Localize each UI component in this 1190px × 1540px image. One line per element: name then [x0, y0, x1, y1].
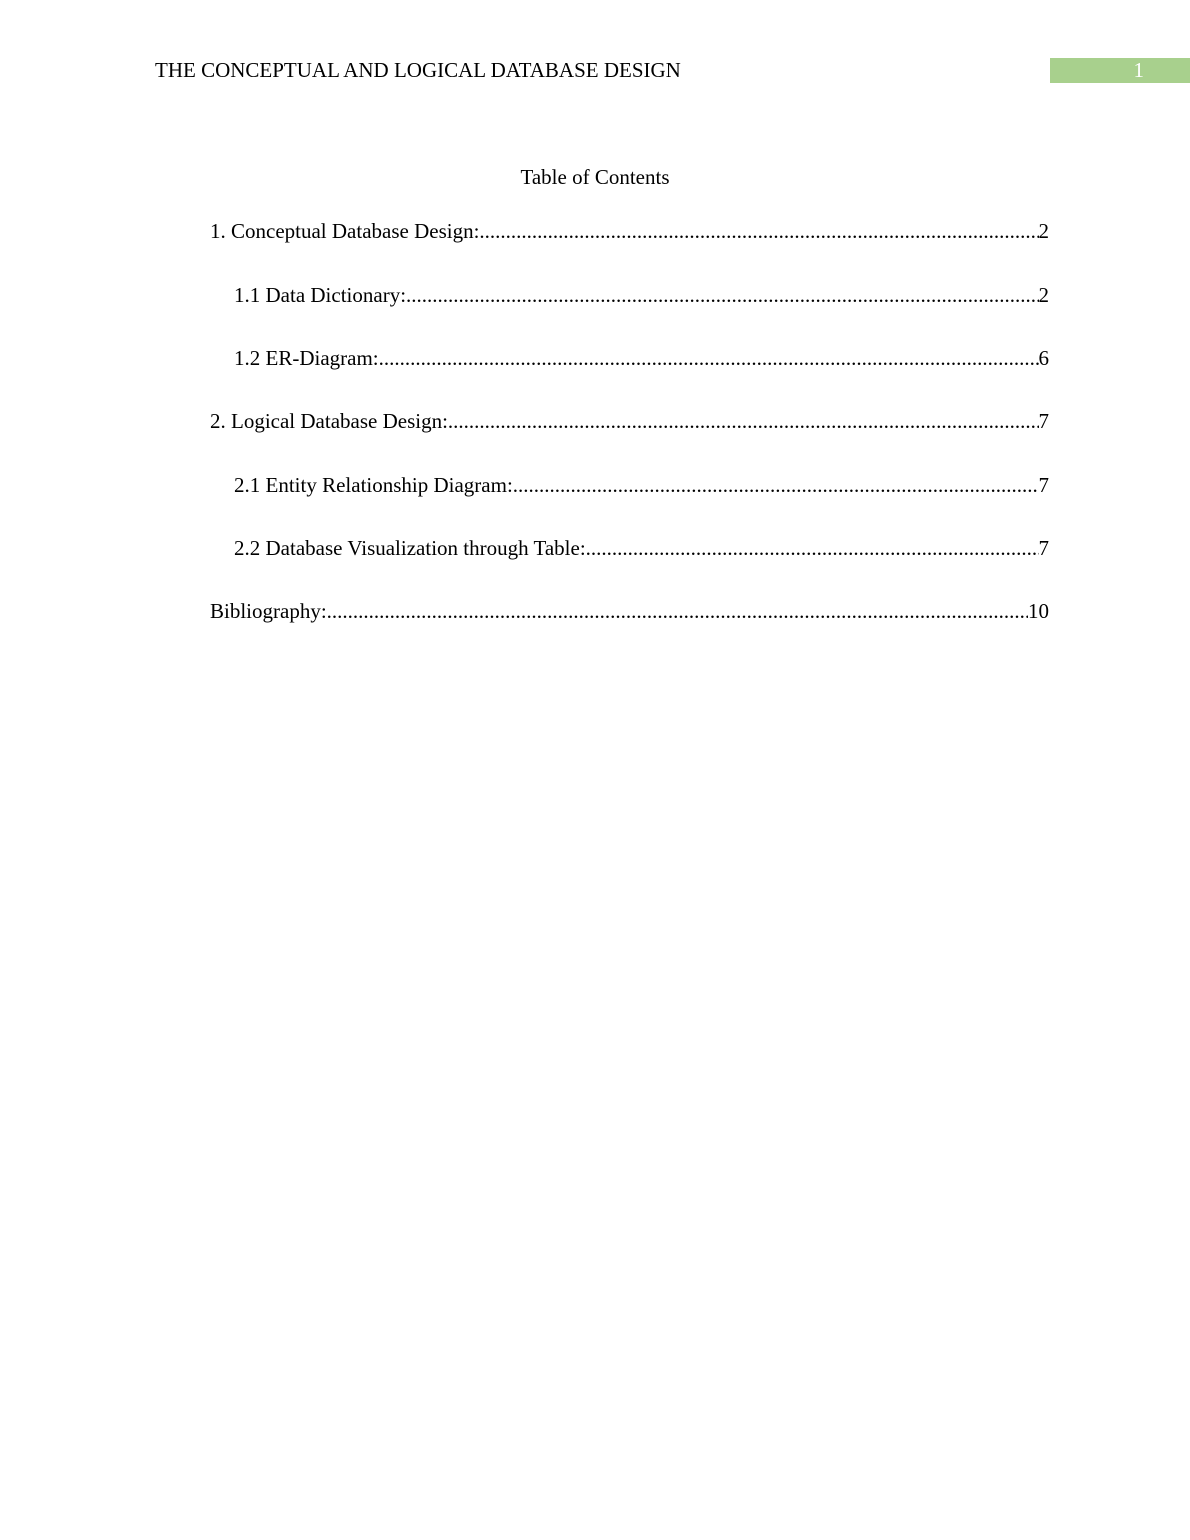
toc-dot-leader — [586, 535, 1039, 561]
toc-entry-label: 2.2 Database Visualization through Table: — [234, 536, 586, 560]
toc-entry-database-visualization[interactable] — [234, 535, 1049, 561]
toc-entry-page: 10 — [1028, 599, 1049, 623]
toc-entry-label: 1.2 ER-Diagram: — [234, 346, 379, 370]
toc-dot-leader — [327, 598, 1028, 624]
toc-entry-page: 7 — [1038, 536, 1049, 560]
toc-entry-page: 2 — [1038, 219, 1049, 243]
toc-title: Table of Contents — [520, 165, 670, 189]
toc-entry-er-diagram[interactable] — [234, 345, 1049, 371]
toc-dot-leader — [379, 345, 1039, 371]
toc-dot-leader — [479, 218, 1038, 244]
toc-entry-data-dictionary[interactable] — [234, 282, 1049, 308]
toc-entry-page: 7 — [1038, 473, 1049, 497]
toc-entry-page: 6 — [1038, 346, 1049, 370]
toc-dot-leader — [513, 472, 1039, 498]
toc-entry-bibliography[interactable] — [210, 598, 1049, 624]
toc-entry-page: 2 — [1038, 283, 1049, 307]
toc-entry-label: 1.1 Data Dictionary: — [234, 283, 407, 307]
toc-dot-leader — [406, 282, 1038, 308]
page-number: 1 — [1133, 58, 1144, 82]
toc-entry-conceptual-design[interactable] — [210, 218, 1049, 244]
running-head: THE CONCEPTUAL AND LOGICAL DATABASE DESIGN — [155, 58, 681, 82]
toc-entry-logical-design[interactable] — [210, 408, 1049, 434]
toc-entry-entity-relationship-diagram[interactable] — [234, 472, 1049, 498]
toc-entry-label: 1. Conceptual Database Design: — [210, 219, 480, 243]
toc-entry-label: 2.1 Entity Relationship Diagram: — [234, 473, 513, 497]
page-number-badge — [1050, 58, 1190, 83]
toc-dot-leader — [448, 408, 1039, 434]
toc-entry-page: 7 — [1038, 409, 1049, 433]
toc-entry-label: Bibliography: — [210, 599, 327, 623]
toc-entry-label: 2. Logical Database Design: — [210, 409, 448, 433]
